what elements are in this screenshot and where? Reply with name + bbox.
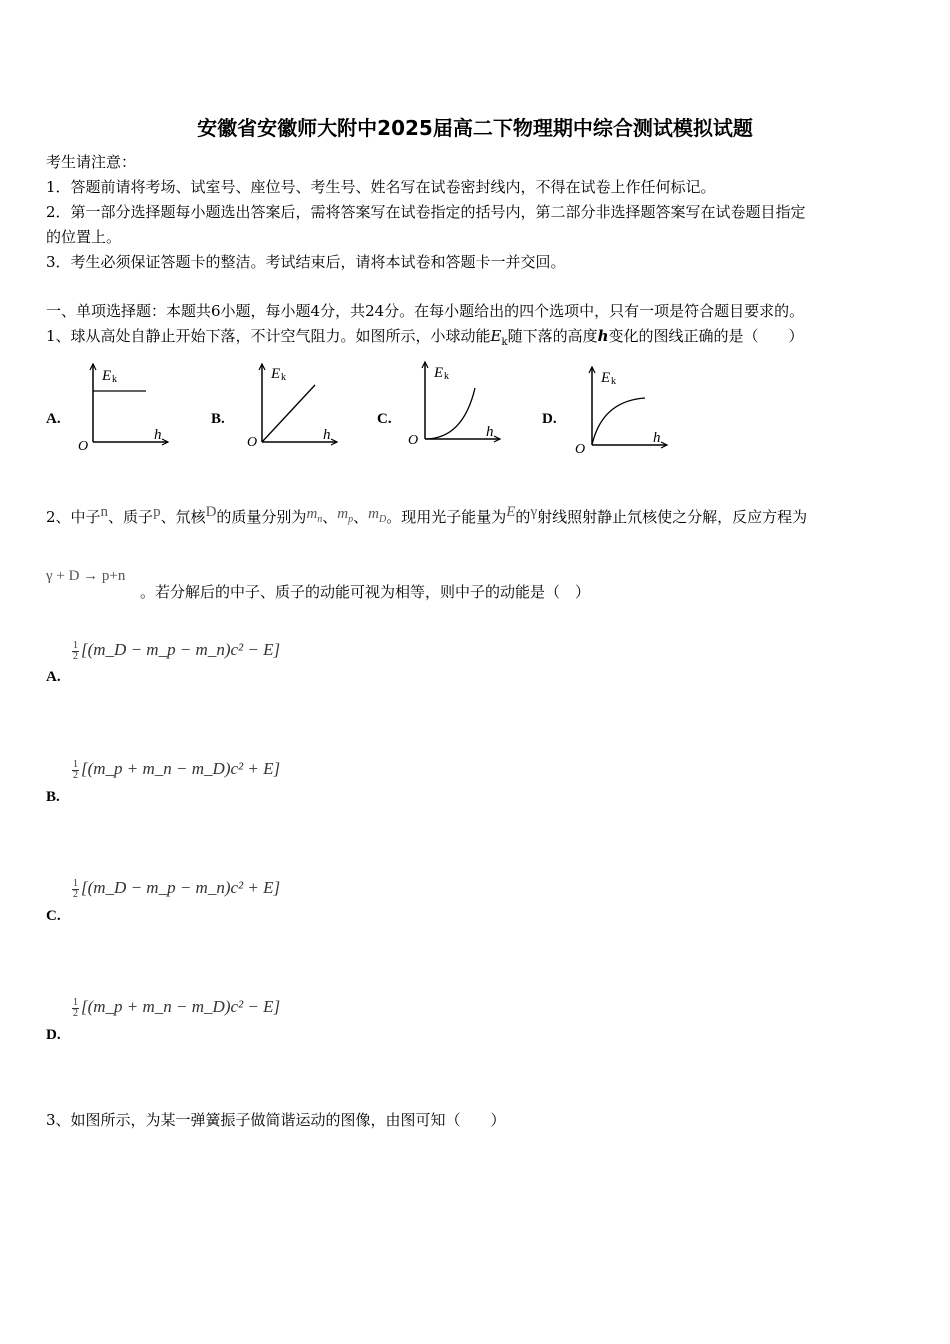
q1-option-d-graph: [575, 365, 675, 455]
note-item-2-cont: 的位置上。: [46, 228, 122, 246]
q2-text-4: 的质量分别为: [216, 508, 307, 526]
q2-reaction-equation: γ + D → p+n: [46, 568, 126, 584]
q2-e-symbol: E: [506, 504, 516, 520]
question-1: [46, 325, 804, 348]
q1-h: h: [597, 327, 609, 345]
y-label: E: [271, 366, 281, 382]
q2-text-5: 。现用光子能量为: [386, 508, 507, 526]
q1-option-d-label[interactable]: D.: [542, 411, 557, 427]
q2-text-3: 、氘核: [160, 508, 206, 526]
y-label-sub: k: [281, 372, 286, 383]
exam-notes: [46, 150, 806, 275]
q1-text-before: 1、球从高处自静止开始下落，不计空气阻力。如图所示，小球动能: [46, 327, 491, 345]
q2-mp: $m_p$: [337, 506, 354, 525]
q1-option-b-graph: [245, 362, 345, 452]
q2-option-c-label[interactable]: C.: [46, 908, 61, 924]
y-label: E: [102, 368, 112, 384]
y-label-sub: k: [112, 374, 117, 385]
y-label-sub: k: [444, 371, 449, 382]
q1-option-a-graph: [76, 362, 176, 452]
curve-convex: [425, 388, 475, 439]
q2-option-d-label[interactable]: D.: [46, 1027, 61, 1043]
q1-option-c-label[interactable]: C.: [377, 411, 392, 427]
question-2: [46, 506, 807, 529]
q2-n-symbol: n: [100, 504, 109, 520]
q2-mn: $m_n$: [306, 506, 323, 525]
q2-text-2: 、质子: [108, 508, 154, 526]
q2-option-b-formula: $\frac{1}{2}$ [(m_p + m_n − m_D)c² + E]: [73, 758, 281, 781]
section-heading: 一、单项选择题：本题共6小题，每小题4分，共24分。在每小题给出的四个选项中，只有一项是符合题目要求的。: [46, 302, 805, 320]
q2-option-a-formula: $\frac{1}{2}$ [(m_D − m_p − m_n)c² − E]: [73, 639, 281, 662]
x-label: h: [154, 427, 162, 443]
q1-option-a-label[interactable]: A.: [46, 411, 61, 427]
q2-text-6: 的: [515, 508, 531, 526]
q2-option-d-formula: $\frac{1}{2}$ [(m_p + m_n − m_D)c² − E]: [73, 996, 281, 1019]
q2-gamma-symbol: γ: [530, 504, 538, 520]
origin-label: O: [408, 433, 419, 448]
y-label: E: [601, 370, 611, 386]
curve-concave: [592, 398, 645, 445]
q2-text-1: 2、中子: [46, 508, 101, 526]
q2-d-symbol: D: [205, 504, 217, 520]
page-title: 安徽省安徽师大附中2025届高二下物理期中综合测试模拟试题: [197, 116, 753, 140]
x-label: h: [323, 427, 331, 443]
q2-text-8: 。若分解后的中子、质子的动能可视为相等，则中子的动能是（ ）: [140, 583, 591, 601]
q2-sep-1: 、: [322, 508, 338, 526]
q1-text-mid: 随下落的高度: [507, 327, 598, 345]
origin-label: O: [575, 442, 586, 457]
question-3: 3、如图所示，为某一弹簧振子做简谐运动的图像，由图可知（ ）: [46, 1111, 506, 1129]
q2-option-c-formula: $\frac{1}{2}$ [(m_D − m_p − m_n)c² + E]: [73, 877, 281, 900]
q1-ek: E: [490, 327, 502, 345]
q1-option-c-graph: [408, 360, 508, 450]
q2-text-7: 射线照射静止氘核使之分解，反应方程为: [537, 508, 808, 526]
q2-sep-2: 、: [353, 508, 369, 526]
y-label: E: [434, 365, 444, 381]
q2-md: $m_D$: [368, 506, 387, 525]
x-label: h: [653, 430, 661, 446]
q1-ek-sub: k: [501, 337, 508, 348]
origin-label: O: [247, 435, 258, 450]
curve-linear: [262, 385, 315, 442]
x-label: h: [486, 424, 494, 440]
origin-label: O: [78, 439, 89, 454]
note-item-2: 2．第一部分选择题每小题选出答案后，需将答案写在试卷指定的括号内，第二部分非选择题答案写在试卷题目指定: [46, 203, 806, 221]
note-item-3: 3．考生必须保证答题卡的整洁。考试结束后，请将本试卷和答题卡一并交回。: [46, 253, 566, 271]
q2-option-a-label[interactable]: A.: [46, 669, 61, 685]
q2-option-b-label[interactable]: B.: [46, 789, 60, 805]
y-label-sub: k: [611, 376, 616, 387]
note-item-1: 1．答题前请将考场、试室号、座位号、考生号、姓名写在试卷密封线内，不得在试卷上作任何标记。: [46, 178, 716, 196]
q1-option-b-label[interactable]: B.: [211, 411, 225, 427]
q1-text-after: 变化的图线正确的是（ ）: [608, 327, 804, 345]
q2-p-symbol: p: [153, 504, 161, 520]
notes-heading: 考生请注意：: [46, 153, 137, 171]
